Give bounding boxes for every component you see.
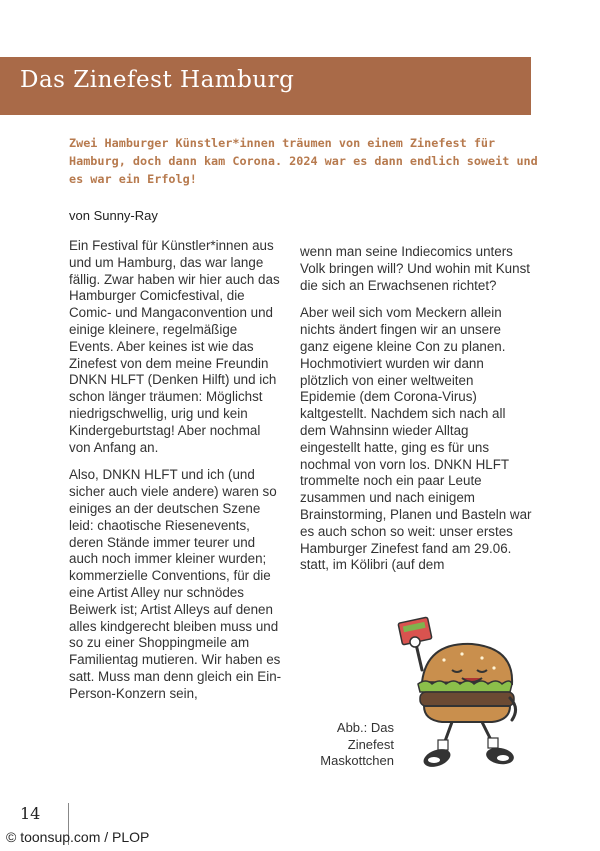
paragraph: Also, DNKN HLFT und ich (und sicher auch viele andere) waren so einiges an der deutschen Szene leid: chaotische Riesenevents, deren Stände immer teurer und auch noch immer kleiner wurden; kommerzielle Conventions, für die eine Artist Alley nur schnödes Beiwerk ist; Artist Alleys auf denen alles kindgerecht bleiben muss und so zu einer Shoppingmeile am Familientag mutieren. Wir haben es satt. Muss man denn gleich ein Ein-Person-Konzern sein, — [69, 467, 282, 701]
byline: von Sunny-Ray — [69, 208, 158, 223]
lead-paragraph: Zwei Hamburger Künstler*innen träumen von einem Zinefest für Hamburg, doch dann kam Corona. 2024 war es dann endlich soweit und es war ein Erfolg! — [69, 136, 538, 186]
title-banner — [0, 57, 531, 115]
paragraph: Aber weil sich vom Meckern allein nichts ändert fingen wir an unsere ganz eigene kleine Con zu planen. Hochmotiviert wurden wir dann plötzlich von einer weltweiten Epidemie (dem Corona-Virus) kaltgestellt. Nachdem sich nach all dem Wahnsinn wieder Alltag eingestellt hatte, ging es für uns nochmal von vorn los. DNKN HLFT trommelte noch ein paar Leute zusammen und nach einigem Brainstorming, Planen und Basteln war es auch schon so weit: unser erstes Hamburger Zinefest fand am 29.06. statt, im Kölibri (auf dem — [300, 305, 532, 573]
page-number: 14 — [20, 804, 41, 823]
copyright-notice: © toonsup.com / PLOP — [6, 829, 150, 845]
paragraph: wenn man seine Indiecomics unters Volk bringen will? Und wohin mit Kunst die sich an Erwachsenen richtet? — [300, 244, 530, 293]
figure-caption: Abb.: Das Zinefest Maskottchen — [320, 720, 394, 768]
column-right — [300, 244, 532, 585]
article-title: Das Zinefest Hamburg — [20, 67, 295, 93]
burger-mascot-illustration — [382, 612, 522, 772]
column-left — [69, 238, 283, 714]
paragraph: Ein Festival für Künstler*innen aus und um Hamburg, das war lange fällig. Zwar haben wir hier auch das Hamburger Comicfestival, die Comic- und Mangaconvention und einige kleinere, regelmäßige Events. Aber keines ist wie das Zinefest von dem meine Freundin DNKN HLFT (Denken Hilft) und ich schon länger träumen: Möglichst niedrigschwellig, urig und kein Kindergeburtstag! Aber nochmal von Anfang an. — [69, 238, 280, 455]
